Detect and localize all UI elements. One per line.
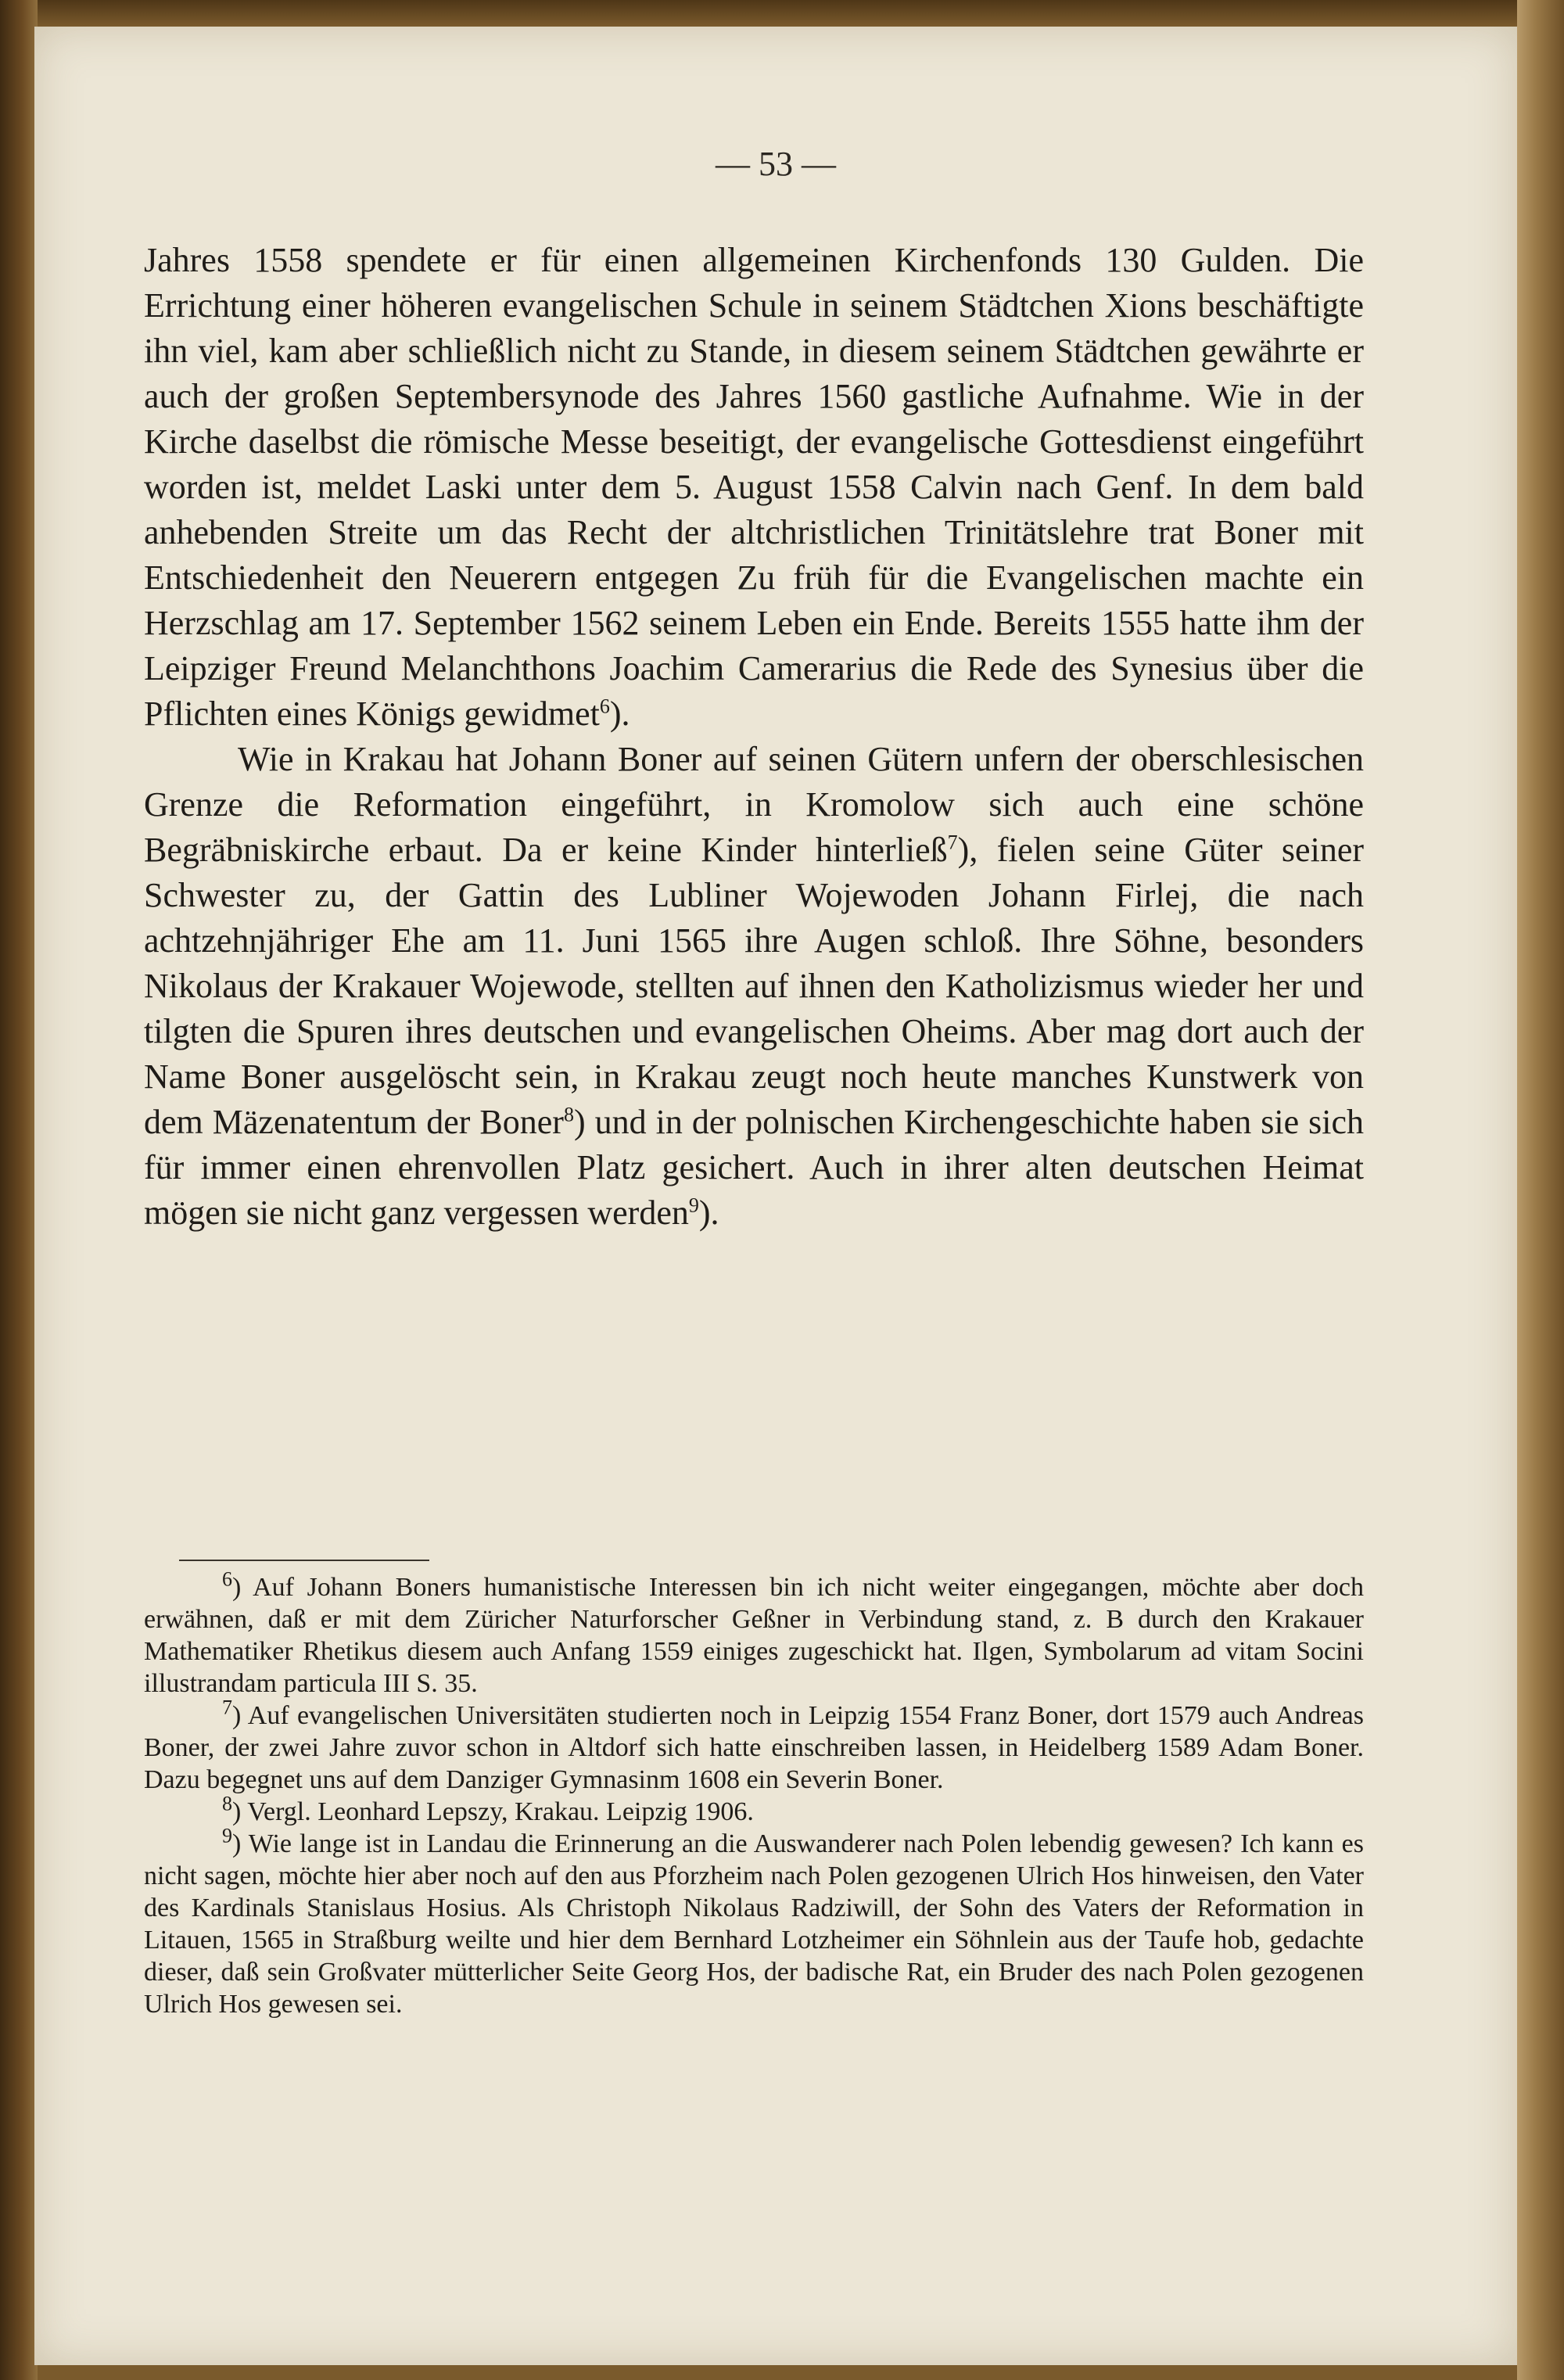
- footnote-divider: [179, 1560, 429, 1561]
- scan-top-edge: [0, 0, 1564, 27]
- paragraph-2: [144, 737, 1364, 1236]
- footnote-ref-9: 9: [688, 1194, 699, 1217]
- ref-close: ).: [609, 695, 630, 733]
- footnote-7: $^7$) Auf evangelischen Universitäten studierten noch in Leipzig 1554 Franz Boner, dort 1579 auch Andreas Boner, der zwei Jahre zuvor schon in Altdorf sich hatte einschreiben lassen, in Heidelberg 1589 Adam Boner. Dazu begegnet uns auf dem Danziger Gymnasinm 1608 ein Severin Boner.: [144, 1696, 1364, 1794]
- footnote-6: $^6$) Auf Johann Boners humanistische Interessen bin ich nicht weiter eingegangen, möchte aber doch erwähnen, daß er mit dem Züricher Naturforscher Geßner in Verbindung stand, z. B durch den Krakauer Mathematiker Rhetikus diesem auch Anfang 1559 einiges zugeschickt hat. Ilgen, Symbolarum ad vitam Socini illustrandam particula III S. 35.: [144, 1567, 1364, 1698]
- ref-close: ).: [698, 1194, 719, 1232]
- paragraph-2-text-a: Wie in Krakau hat Johann Boner auf seinen Gütern unfern der oberschlesischen Grenze die Reformation eingeführt, in Kromolow sich auch eine schöne Begräbniskirche erbaut. Da er keine Kinder hinterließ: [144, 740, 1364, 869]
- footnote-ref-6: 6: [599, 695, 610, 718]
- footnotes: [144, 1567, 1364, 2020]
- footnote-number: 6: [222, 1567, 232, 1591]
- footnote-text: Auf evangelischen Universitäten studierten noch in Leipzig 1554 Franz Boner, dort 1579 auch Andreas Boner, der zwei Jahre zuvor schon in Altdorf sich hatte einschreiben lassen, in Heidelberg 1589 Adam Boner. Dazu begegnet uns auf dem Danziger Gymnasinm 1608 ein Severin Boner.: [144, 1701, 1364, 1794]
- footnote-8: $^8$) Vergl. Leonhard Lepszy, Krakau. Leipzig 1906.: [222, 1792, 754, 1826]
- book-spine: [0, 0, 38, 2380]
- main-text: [144, 238, 1364, 1236]
- paragraph-2-text-c: und in der polnischen Kirchengeschichte haben sie sich für immer einen ehrenvollen Platz gesichert. Auch in ihrer alten deutschen Heimat mögen sie nicht ganz vergessen werden: [144, 1103, 1364, 1232]
- footnote-9: $^9$) Wie lange ist in Landau die Erinnerung an die Auswanderer nach Polen lebendig gewesen? Ich kann es nicht sagen, möchte hier aber noch auf den aus Pforzheim nach Polen gezogenen Ulrich Hos hinweisen, den Vater des Kardinals Stanislaus Hosius. Als Christoph Nikolaus Radziwill, der Sohn des Vaters der Reformation in Litauen, 1565 in Straßburg weilte und hier dem Bernhard Lotzheimer ein Söhnlein aus der Taufe hob, gedachte dieser, daß sein Großvater mütterlicher Seite Georg Hos, der badische Rat, ein Bruder des nach Polen gezogenen Ulrich Hos gewesen sei.: [144, 1824, 1364, 2019]
- page-edge: [1517, 0, 1564, 2380]
- paragraph-2-text-b: , fielen seine Güter seiner Schwester zu, der Gattin des Lubliner Wojewoden Johann Firlej, die nach achtzehnjähriger Ehe am 11. Juni 1565 ihre Augen schloß. Ihre Söhne, besonders Nikolaus der Krakauer Wojewode, stellten auf ihnen den Katholizismus wieder her und tilgten die Spuren ihres deutschen und evangelischen Oheims. Aber mag dort auch der Name Boner ausgelöscht sein, in Krakau zeugt noch heute manches Kunstwerk von dem Mäzenatentum der Boner: [144, 831, 1364, 1141]
- paragraph-1-text: Jahres 1558 spendete er für einen allgemeinen Kirchenfonds 130 Gulden. Die Errichtung einer höheren evangelischen Schule in seinem Städtchen Xions beschäftigte ihn viel, kam aber schließlich nicht zu Stande, in diesem seinem Städtchen gewährte er auch der großen Septembersynode des Jahres 1560 gastliche Aufnahme. Wie in der Kirche daselbst die römische Messe beseitigt, der evangelische Gottesdienst eingeführt worden ist, meldet Laski unter dem 5. August 1558 Calvin nach Genf. In dem bald anhebenden Streite um das Recht der altchristlichen Trinitätslehre trat Boner mit Entschiedenheit den Neuerern entgegen Zu früh für die Evangelischen machte ein Herzschlag am 17. September 1562 seinem Leben ein Ende. Bereits 1555 hatte ihm der Leipziger Freund Melanchthons Joachim Camerarius die Rede des Synesius über die Pflichten eines Königs gewidmet: [144, 241, 1364, 733]
- footnote-text: Auf Johann Boners humanistische Interessen bin ich nicht weiter eingegangen, möchte aber doch erwähnen, daß er mit dem Züricher Naturforscher Geßner in Verbindung stand, z. B durch den Krakauer Mathematiker Rhetikus diesem auch Anfang 1559 einiges zugeschickt hat. Ilgen, Symbolarum ad vitam Socini illustrandam particula III S. 35.: [144, 1573, 1364, 1698]
- footnote-text: Wie lange ist in Landau die Erinnerung an die Auswanderer nach Polen lebendig gewesen? Ich kann es nicht sagen, möchte hier aber noch auf den aus Pforzheim nach Polen gezogenen Ulrich Hos hinweisen, den Vater des Kardinals Stanislaus Hosius. Als Christoph Nikolaus Radziwill, der Sohn des Vaters der Reformation in Litauen, 1565 in Straßburg weilte und hier dem Bernhard Lotzheimer ein Söhnlein aus der Taufe hob, gedachte dieser, daß sein Großvater mütterlicher Seite Georg Hos, der badische Rat, ein Bruder des nach Polen gezogenen Ulrich Hos gewesen sei.: [144, 1829, 1364, 2019]
- footnote-number: 7: [222, 1696, 232, 1719]
- ref-close: ): [957, 831, 970, 869]
- footnote-number: 8: [222, 1792, 232, 1815]
- footnote-text: Vergl. Leonhard Lepszy, Krakau. Leipzig 1906.: [247, 1797, 754, 1826]
- footnote-ref-7: 7: [947, 831, 958, 854]
- page-number: — 53 —: [716, 145, 836, 183]
- footnote-ref-8: 8: [563, 1103, 574, 1126]
- ref-close: ): [573, 1103, 586, 1141]
- footnote-number: 9: [222, 1824, 232, 1847]
- paragraph-1: [144, 238, 1364, 737]
- book-page: [34, 27, 1517, 2365]
